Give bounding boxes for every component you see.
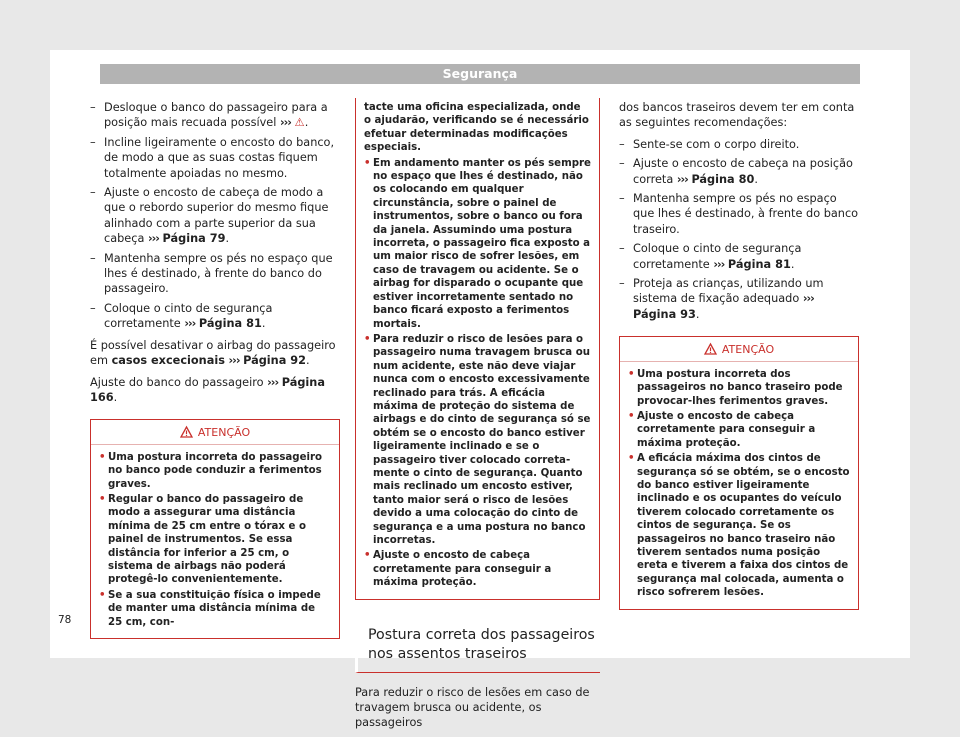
column-1: [90, 100, 340, 639]
page-link[interactable]: Página 80: [691, 172, 755, 186]
warning-triangle-icon: ⚠: [294, 116, 305, 130]
arrow-icon: ›››: [147, 232, 159, 246]
arrow-icon: ›››: [713, 257, 725, 271]
column-2: [355, 100, 600, 737]
warning-header: ATENÇÃO: [620, 337, 858, 361]
warning-bullet: • Em andamento manter os pés sempre no espaço que lhes é destinado, não os colocando em qualquer circunstância, sobre o painel de instrumentos, sobre o banco ou fora da janela. Assumindo uma postura incorreta, o passageiro fica exposto a um maior risco de sofrer lesões, em caso de travagem ou acidente. Se o airbag for disparado o ocupante que estiver incorretamente sentado no banco ficará exposto a ferimentos mortais.: [364, 157, 591, 331]
page-link[interactable]: Página 166: [90, 375, 325, 404]
warning-triangle-icon: [704, 343, 717, 355]
page-link[interactable]: Página 81: [198, 317, 262, 331]
arrow-icon: ›››: [802, 292, 814, 306]
paragraph: É possível desativar o airbag do passageiro em casos excecionais ››› Página 92.: [90, 338, 336, 368]
warning-bullet: • A eficácia máxima dos cintos de segurança só se obtém, se o encosto do banco estiver ligeiramente inclinado e os ocupantes do veículo tiverem colocado corretamente os cintos de segurança. Se os passageiros no banco traseiro não tiverem sentados numa posição ereta e tiverem a faixa dos cintos de segurança mal colocada, aumenta o risco sofrerem lesões.: [628, 452, 850, 599]
list-item: – Incline ligeiramente o encosto do banco, de modo a que as suas costas fiquem totalmente apoiadas no mesmo.: [90, 135, 340, 181]
list-item: – Mantenha sempre os pés no espaço que lhes é destinado, à frente do banco traseiro.: [619, 191, 859, 237]
list-item: – Ajuste o encosto de cabeça na posição correta ››› Página 80.: [619, 156, 859, 187]
page-link[interactable]: Página 81: [727, 257, 791, 271]
page-link[interactable]: Página 79: [162, 232, 226, 246]
warning-header: ATENÇÃO: [91, 420, 339, 444]
list-item: – Desloque o banco do passageiro para a posição mais recuada possível ››› ⚠.: [90, 100, 340, 131]
arrow-icon: ›››: [184, 317, 196, 331]
warning-box: [90, 419, 340, 639]
warning-bullet: • Uma postura incorreta dos passageiros no banco traseiro pode provocar-lhes ferimentos graves.: [628, 368, 850, 408]
page-link[interactable]: Página 93: [633, 307, 696, 321]
list-item: – Mantenha sempre os pés no espaço que lhes é destinado, à frente do banco do passageiro.: [90, 251, 340, 297]
column-3: [619, 100, 859, 610]
list-item: – Coloque o cinto de segurança corretamente ››› Página 81.: [619, 241, 859, 272]
warning-box: [619, 336, 859, 609]
arrow-icon: ›››: [267, 375, 279, 389]
page-header: Segurança: [100, 64, 860, 84]
warning-bullet: • Para reduzir o risco de lesões para o passageiro numa travagem brusca ou num acidente, este não deve viajar nunca com o encosto excessivamente reclinado para trás. A eficácia máxima de proteção do sistema de airbags e do cinto de segurança só se obtém se o encosto do banco estiver ligeiramente inclinado e se o passageiro tiver colocado corretamente o cinto de segurança. Quanto mais reclinado um encosto estiver, tanto maior será o risco de lesões devido a uma colocação do cinto de segurança e a uma postura no banco incorretas.: [364, 333, 591, 548]
warning-triangle-icon: [180, 426, 193, 438]
arrow-icon: ›››: [676, 172, 688, 186]
page-link[interactable]: Página 92: [243, 354, 306, 368]
warning-box-continued: [355, 98, 600, 600]
warning-continued-text: tacte uma oficina especializada, onde o ajudarão, verificando se é necessário efetuar determinadas modificações especiais.: [364, 102, 589, 154]
recommendation-list: [619, 137, 859, 322]
paragraph: dos bancos traseiros devem ter em conta as seguintes recomendações:: [619, 101, 855, 130]
warning-bullet: • Se a sua constituição física o impede de manter uma distância mínima de 25 cm, con-: [99, 589, 331, 629]
paragraph: Ajuste do banco do passageiro ››› Página 166.: [90, 375, 325, 404]
warning-bullet: • Regular o banco do passageiro de modo a assegurar uma distância mínima de 25 cm entre o tórax e o painel de instrumentos. Se essa distância for inferior a 25 cm, o sistema de airbags não poderá protegê-lo convenientemente.: [99, 493, 331, 587]
paragraph: Para reduzir o risco de lesões em caso de travagem brusca ou acidente, os passageiros: [355, 685, 590, 730]
list-item: – Proteja as crianças, utilizando um sistema de fixação adequado ››› Página 93.: [619, 276, 859, 322]
warning-bullet: • Uma postura incorreta do passageiro no banco pode conduzir a ferimentos graves.: [99, 451, 331, 491]
arrow-icon: ›››: [279, 116, 291, 130]
warning-bullet: • Ajuste o encosto de cabeça corretamente para conseguir a máxima proteção.: [628, 410, 850, 450]
list-item: – Sente-se com o corpo direito.: [619, 137, 859, 152]
warning-bullet: • Ajuste o encosto de cabeça corretamente para conseguir a máxima proteção.: [364, 549, 591, 589]
arrow-icon: ›››: [228, 354, 240, 368]
list-item: – Ajuste o encosto de cabeça de modo a que o rebordo superior do mesmo fique alinhado com a parte superior da sua cabeça ››› Página 79.: [90, 185, 340, 247]
list-item: – Coloque o cinto de segurança corretamente ››› Página 81.: [90, 301, 340, 332]
instruction-list: [90, 100, 340, 332]
page-number: 78: [58, 614, 72, 626]
section-title: Postura correta dos passageiros nos assentos traseiros: [355, 626, 600, 673]
